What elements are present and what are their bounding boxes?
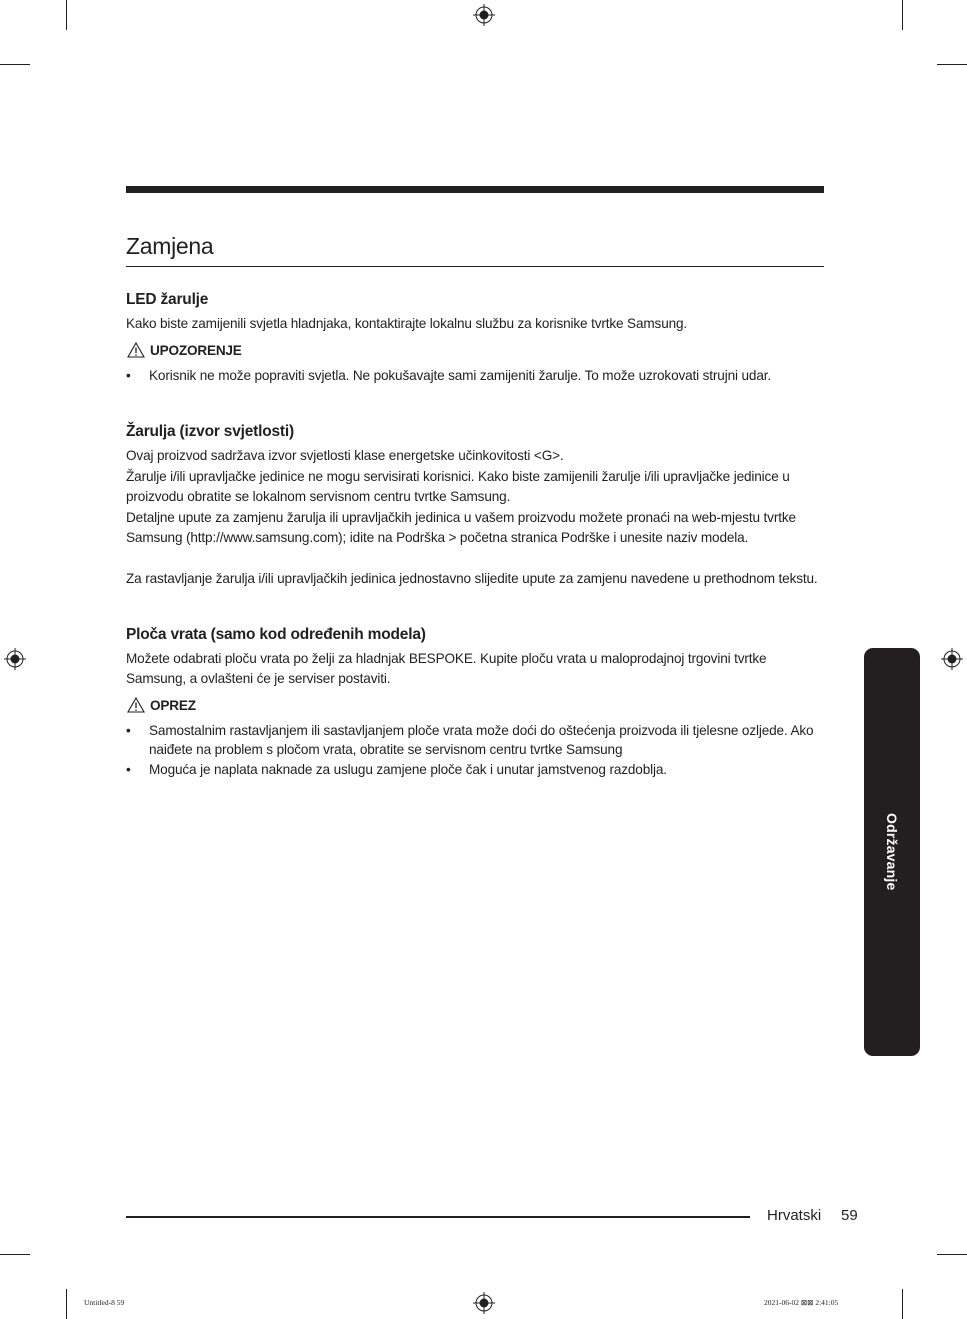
warning-label-text: UPOZORENJE	[150, 342, 242, 358]
registration-mark-icon	[473, 4, 495, 26]
crop-mark	[66, 0, 67, 30]
page-number: 59	[841, 1207, 858, 1224]
crop-mark	[66, 1289, 67, 1319]
crop-mark	[0, 64, 30, 65]
crop-mark	[902, 0, 903, 30]
bullet-char: •	[126, 368, 131, 383]
crop-mark	[937, 1254, 967, 1255]
registration-mark-icon	[941, 648, 963, 670]
paragraph: Žarulje i/ili upravljačke jedinice ne mogu servisirati korisnici. Kako biste zamijenili žarulje i/ili upravljačke jedinice u proizvodu obratite se lokalnom servisnom centru tvrtke Samsung.	[126, 469, 790, 504]
chapter-tab-label: Održavanje	[884, 813, 900, 891]
crop-mark	[937, 64, 967, 65]
section-heading-light-source: Žarulja (izvor svjetlosti)	[126, 423, 294, 440]
caution-label-text: OPREZ	[150, 697, 196, 713]
paragraph: Ovaj proizvod sadržava izvor svjetlosti klase energetske učinkovitosti <G>.	[126, 448, 564, 463]
list-item	[126, 366, 826, 385]
bullet-char: •	[126, 723, 131, 738]
section-heading-led: LED žarulje	[126, 291, 209, 308]
paragraph: Za rastavljanje žarulja i/ili upravljačkih jedinica jednostavno slijedite upute za zamjenu navedene u prethodnom tekstu.	[126, 571, 818, 586]
registration-mark-icon	[473, 1292, 495, 1314]
footer-language: Hrvatski	[767, 1207, 822, 1224]
warning-triangle-icon	[127, 342, 145, 358]
top-rule	[126, 186, 824, 193]
paragraph: Možete odabrati ploču vrata po želji za hladnjak BESPOKE. Kupite ploču vrata u maloprodajnoj trgovini tvrtke Samsung, a ovlašteni će je serviser postaviti.	[126, 651, 767, 686]
footer-rule	[126, 1216, 750, 1218]
chapter-tab-label-wrap	[864, 648, 920, 1056]
registration-mark-icon	[4, 648, 26, 670]
print-slug-left: Untitled-8 59	[84, 1298, 125, 1307]
list-item-text: Samostalnim rastavljanjem ili sastavljanjem ploče vrata može doći do oštećenja proizvoda ili tjelesne ozljede. Ako naiđete na problem s pločom vrata, obratite se servisnom centru tvrtke Samsung	[149, 723, 814, 757]
crop-mark	[902, 1289, 903, 1319]
list-item-text: Korisnik ne može popraviti svjetla. Ne pokušavajte sami zamijeniti žarulje. To može uzrokovati strujni udar.	[149, 368, 771, 383]
paragraph: Detaljne upute za zamjenu žarulja ili upravljačkih jedinica u vašem proizvodu možete pronaći na web-mjestu tvrtke Samsung (http://www.samsung.com); idite na Podrška > početna stranica Podrške i unesite naziv modela.	[126, 510, 796, 545]
page-title: Zamjena	[126, 233, 214, 259]
warning-label	[127, 342, 242, 358]
list-item-text: Moguća je naplata naknade za uslugu zamjene ploče čak i unutar jamstvenog razdoblja.	[149, 762, 667, 777]
list-item	[126, 760, 826, 779]
list-item	[126, 721, 826, 759]
crop-mark	[0, 1254, 30, 1255]
paragraph: Kako biste zamijenili svjetla hladnjaka, kontaktirajte lokalnu službu za korisnike tvrtke Samsung.	[126, 316, 688, 331]
title-rule	[126, 266, 824, 267]
warning-triangle-icon	[127, 697, 145, 713]
caution-label	[127, 697, 196, 713]
section-heading-door-panel: Ploča vrata (samo kod određenih modela)	[126, 626, 426, 643]
print-slug-right: 2021-06-02 ⊠⊠ 2:41:05	[764, 1298, 839, 1307]
bullet-char: •	[126, 762, 131, 777]
